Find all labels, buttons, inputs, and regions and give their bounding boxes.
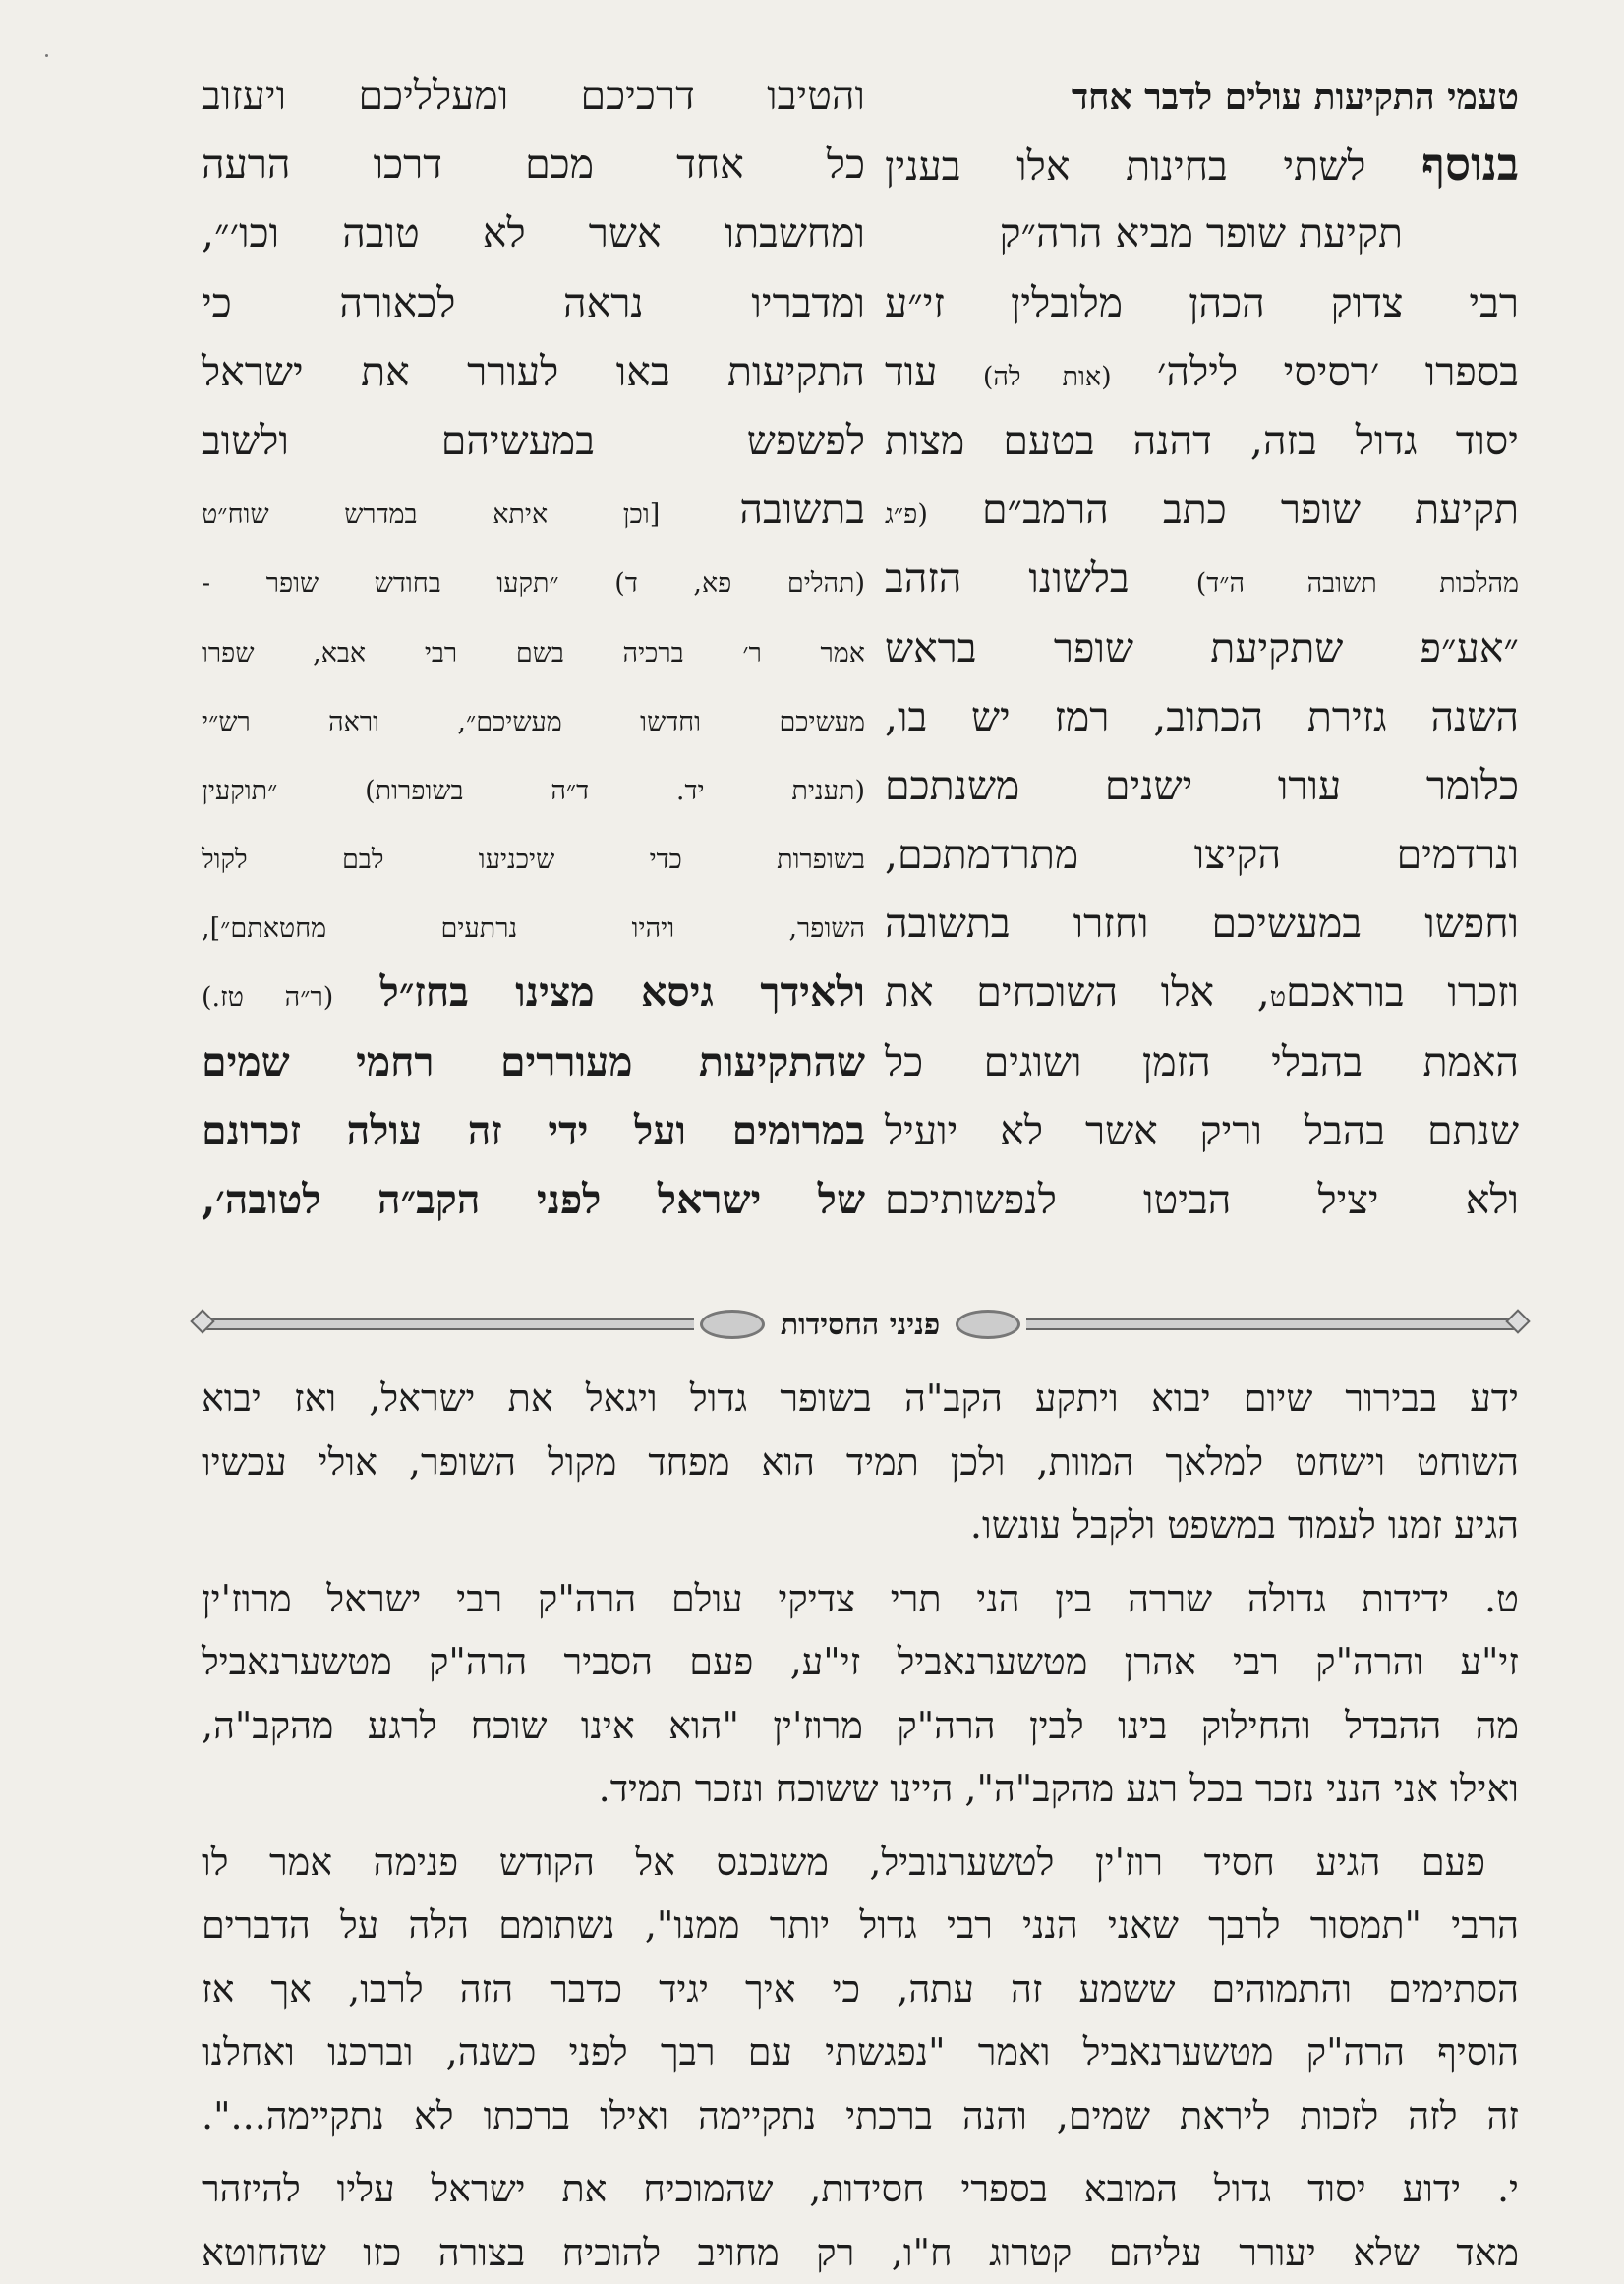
text-segment: ומחשבתו אשר לא טובה וכו׳״, [202,209,865,257]
text-line [885,130,1519,199]
text-segment: השופר, ויהיו נרתעים מחטאתם״], [202,913,865,944]
body-line: ידע בבירור שיום יבוא ויתקע הקב"ה בשופר גדול ויגאל את ישראל, ואז יבוא [202,1367,1519,1431]
text-line [885,268,1519,337]
text-segment: תקיעת שופר כתב הרמב״ם [928,486,1519,533]
body-line: מאד שלא יעורר עליהם קטרוג ח"ו, רק מחויב להוכיח בצורה כזו שהחוטא [202,2221,1519,2284]
text-segment: התקיעות באו לעורר את ישראל [202,348,865,395]
text-segment: האמת בהבלי הזמן ושוגים כל [885,1038,1519,1085]
body-line: הגיע זמנו לעמוד במשפט ולקבל עונשו. [202,1493,1519,1557]
text-line [202,751,865,820]
text-segment: (ר״ה טז.) [202,982,333,1013]
text-segment: ולאידך גיסא מצינו בחז״ל [333,968,865,1016]
text-segment: וזכרו בוראכם [1286,968,1519,1016]
text-line [885,337,1519,406]
text-segment: טעמי התקיעות עולים לדבר אחד [1072,77,1519,118]
text-segment: בתשובה [660,486,865,533]
text-segment: ונרדמים הקיצו מתרדמתכם, [885,831,1519,878]
text-line [885,1096,1519,1165]
text-line [202,475,865,544]
text-segment: שנתם בהבל וריק אשר לא יועיל [885,1107,1519,1154]
text-segment: כלומר עורו ישנים משנתכם [885,762,1519,809]
text-line [885,820,1519,889]
ornament-icon [700,1310,765,1339]
text-line [202,199,865,267]
text-line [202,61,865,130]
text-line [202,958,865,1026]
text-line [202,268,865,337]
text-segment: ולא יציל הביטו לנפשותיכם [885,1176,1519,1223]
text-segment: , אלו השוכחים את [885,968,1270,1016]
text-line [202,1027,865,1096]
text-segment: כל אחד מכם דרכו הרעה [202,141,865,188]
text-segment: בשופרות כדי שיכניעו לבם לקול [202,845,865,875]
text-segment: בספרו ׳רסיסי לילה׳ [1112,348,1519,395]
left-text-column [202,61,865,1234]
text-line [202,682,865,751]
text-segment: תקיעת שופר מביא הרה״ק [1000,209,1403,257]
text-segment: השנה גזירת הכתוב, רמז יש בו, [885,693,1519,740]
text-segment: שהתקיעות מעוררים רחמי שמים [202,1038,865,1085]
text-segment: עוד [885,348,983,395]
text-segment: מהלכות תשובה ה״ד) [1196,568,1519,599]
body-line: ואילו אני הנני נזכר בכל רגע מהקב"ה", היינו ששוכח ונזכר תמיד. [202,1757,1519,1821]
text-segment: יסוד גדול בזה, דהנה בטעם מצות [885,417,1519,464]
section-title: פניני החסידות [771,1308,950,1342]
text-line [885,199,1519,267]
divider-rule-left [202,1318,694,1330]
text-line [202,1096,865,1165]
text-line [885,614,1519,682]
scan-speck [45,54,48,57]
text-line [885,1027,1519,1096]
text-segment: רבי צדוק הכהן מלובלין זי״ע [885,279,1519,326]
text-line [885,958,1519,1026]
text-line [885,544,1519,613]
text-segment: [וכן איתא במדרש שוח״ט [202,499,660,530]
text-segment: וחפשו במעשיכם וחזרו בתשובה [885,900,1519,947]
body-line: השוחט וישחט למלאך המוות, ולכן תמיד הוא מפחד מקול השופר, אולי עכשיו [202,1431,1519,1494]
text-line [202,1165,865,1234]
text-segment: במרומים ועל ידי זה עולה זכרונם [202,1107,865,1154]
text-segment: ט [1270,982,1286,1013]
body-text [202,1367,1519,2284]
text-segment: ״אע״פ שתקיעת שופר בראש [885,624,1519,672]
text-segment: (תהלים פא, ד) ״תקעו בחודש שופר - [202,568,865,599]
text-line [885,406,1519,475]
text-line [202,820,865,889]
body-line: מה ההבדל והחילוק בינו לבין הרה"ק מרוז'ין "הוא אינו שוכח לרגע מהקב"ה, [202,1694,1519,1758]
text-segment: והטיבו דרכיכם ומעלליכם ויעזוב [202,72,865,119]
body-line: י. ידוע יסוד גדול המובא בספרי חסידות, שהמוכיח את ישראל עליו להיזהר [202,2157,1519,2221]
body-line: פעם הגיע חסיד רוז'ין לטשערנוביל, משנכנס אל הקודש פנימה אמר לו [202,1831,1519,1895]
text-segment: (פ״ג [885,499,928,530]
body-line: ט. ידידות גדולה שררה בין הני תרי צדיקי עולם הרה"ק רבי ישראל מרוז'ין [202,1567,1519,1631]
text-segment: אמר ר׳ ברכיה בשם רבי אבא, שפרו [202,638,865,669]
text-line [885,1165,1519,1234]
text-segment: ומדבריו נראה לכאורה כי [202,279,865,326]
text-segment: בנוסף [1421,138,1519,191]
text-line [202,544,865,613]
text-segment: לפשפש במעשיהם ולשוב [202,417,865,464]
text-segment: מעשיכם וחדשו מעשיכם״, וראה רש״י [202,707,865,737]
text-segment: (תענית יד. ד״ה בשופרות) ״תוקעין [202,776,865,806]
text-line [202,889,865,958]
text-segment: (אות לה) [983,362,1112,392]
text-line [885,61,1519,130]
text-line [202,614,865,682]
section-divider [202,1303,1519,1346]
text-segment: לשתי בחינות אלו בענין [885,143,1421,190]
ornament-icon [956,1310,1020,1339]
text-segment: בלשונו הזהב [885,555,1196,602]
text-segment: של ישראל לפני הקב״ה לטובה׳, [202,1176,865,1223]
text-line [202,130,865,199]
text-line [885,475,1519,544]
body-line: הסתימים והתמוהים ששמע זה עתה, כי איך יגיד כדבר הזה לרבו, אך אז [202,1958,1519,2021]
body-line: זה לזה לזכות ליראת שמים, והנה ברכתי נתקיימה ואילו ברכתו לא נתקיימה...". [202,2084,1519,2148]
text-line [202,337,865,406]
text-line [885,751,1519,820]
text-line [885,682,1519,751]
body-line: הרבי "תמסור לרבך שאני הנני רבי גדול יותר ממנו", נשתומם הלה על הדברים [202,1894,1519,1958]
body-line: הוסיף הרה"ק מטשערנאביל ואמר "נפגשתי עם רבך לפני כשנה, וברכנו ואחלנו [202,2020,1519,2084]
divider-rule-right [1026,1318,1519,1330]
text-line [885,889,1519,958]
text-line [202,406,865,475]
body-line: זי"ע והרה"ק רבי אהרן מטשערנאביל זי"ע, פעם הסביר הרה"ק מטשערנאביל [202,1630,1519,1694]
right-text-column [885,61,1519,1234]
